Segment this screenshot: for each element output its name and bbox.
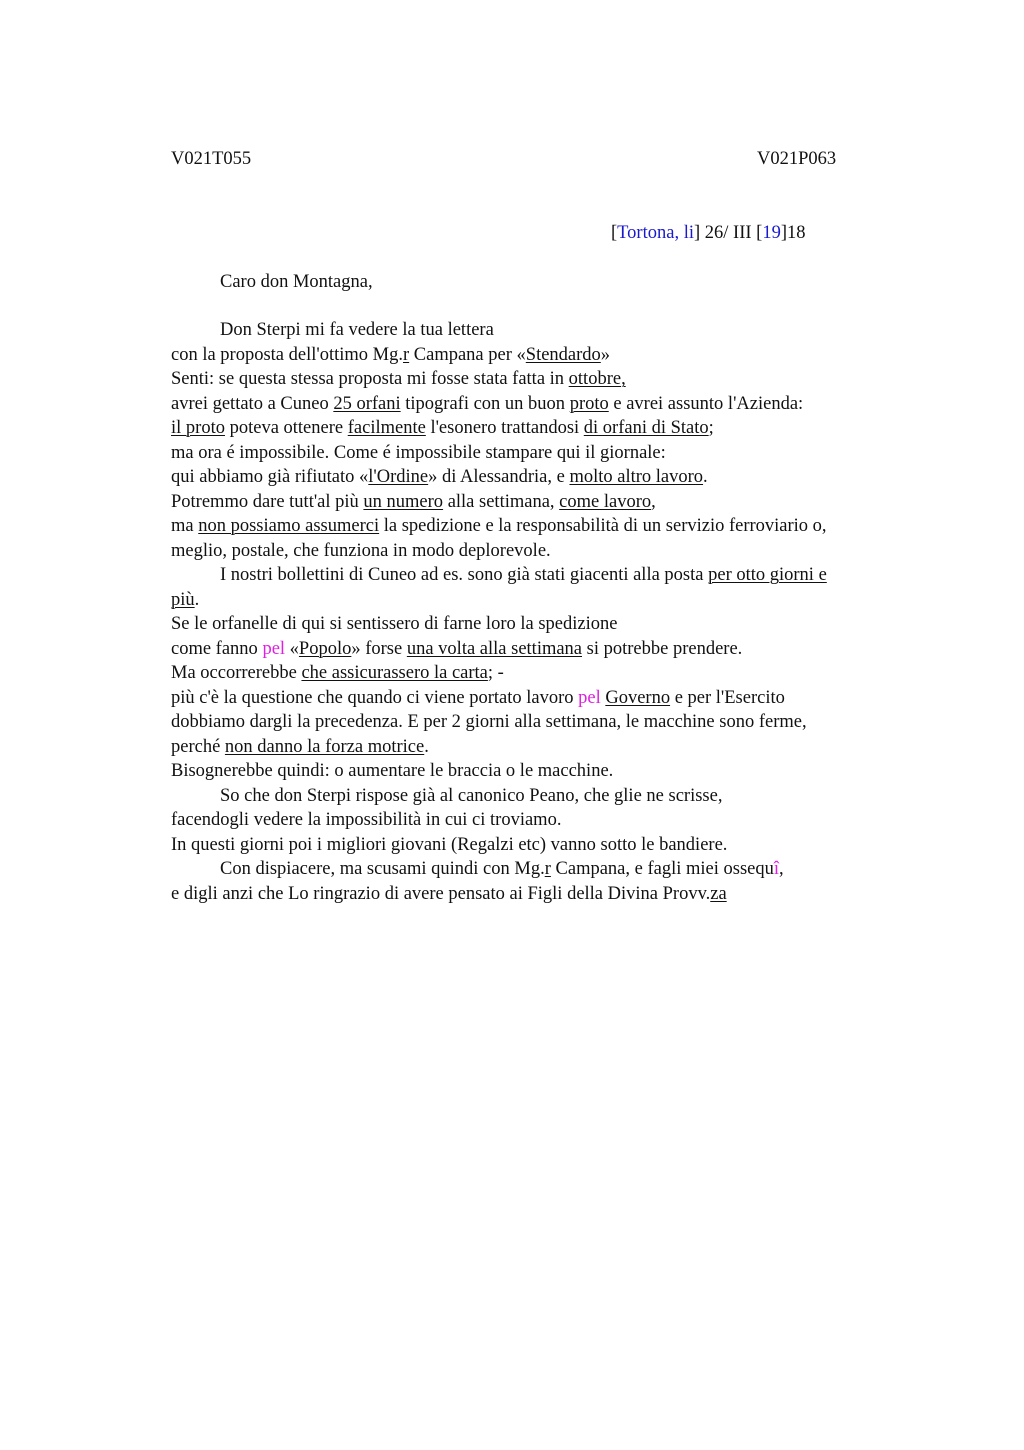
letter-line — [171, 637, 931, 662]
document-code-left: V021T055 — [171, 149, 252, 169]
underlined-text: Stendardo — [525, 344, 601, 365]
date-day-month: 26/ III — [704, 223, 752, 243]
underlined-text: che assicurassero la carta — [301, 663, 488, 683]
salutation: Caro don Montagna, — [220, 272, 373, 292]
date-century: 19 — [762, 223, 781, 243]
underlined-text: za — [710, 883, 727, 904]
letter-date: [Tortona, li] 26/ III [19]18 — [611, 223, 806, 243]
line-text: ; - — [487, 663, 504, 683]
underlined-text: molto altro lavoro — [569, 467, 704, 487]
line-text: Don Sterpi mi fa vedere la tua lettera — [220, 320, 494, 340]
line-text: « — [285, 638, 299, 659]
line-text: Potremmo dare tutt'al più — [171, 491, 364, 512]
date-place: Tortona, li — [617, 223, 694, 243]
line-text: come fanno — [171, 638, 263, 659]
line-text: . — [703, 467, 708, 487]
underlined-text: facilmente — [347, 418, 426, 438]
line-text: alla settimana, — [443, 491, 560, 512]
line-text: » di Alessandria, e — [428, 467, 570, 487]
line-text: ma ora é impossibile. Come é impossibile stampare qui il giornale: — [171, 442, 666, 463]
line-text: . — [424, 736, 429, 757]
letter-line — [171, 784, 931, 809]
letter-line — [171, 416, 931, 441]
line-text: . — [194, 589, 200, 610]
underlined-text: una volta alla settimana — [406, 638, 583, 659]
line-text: Bisognerebbe quindi: o aumentare le braccia o le macchine. — [171, 761, 614, 781]
underlined-text: non danno la forza motrice — [224, 736, 425, 757]
underlined-text: più — [171, 589, 195, 610]
line-text: ma — [171, 516, 199, 536]
line-text: , — [651, 491, 656, 512]
line-text: , — [779, 859, 784, 879]
letter-line — [171, 833, 931, 858]
line-text: Con dispiacere, ma scusami quindi con Mg. — [220, 859, 545, 879]
line-text: ; — [708, 418, 714, 438]
letter-line — [171, 588, 931, 613]
letter-line — [171, 318, 931, 343]
letter-body — [171, 318, 931, 906]
letter-line — [171, 735, 931, 760]
underlined-text: come lavoro — [559, 491, 652, 512]
underlined-text: di orfani di Stato — [583, 418, 709, 438]
line-text: e per l'Esercito — [670, 687, 785, 708]
underlined-text: un numero — [363, 491, 444, 512]
line-text: So che don Sterpi rispose già al canonico Peano, che glie ne scrisse, — [220, 785, 723, 806]
line-text: perché — [171, 736, 225, 757]
letter-line — [171, 490, 931, 515]
letter-line — [171, 392, 931, 417]
letter-line — [171, 343, 931, 368]
underlined-text: non possiamo assumerci — [198, 516, 380, 536]
editorial-mark: pel — [262, 638, 286, 659]
line-text: la spedizione e la responsabilità di un servizio ferroviario o, — [379, 516, 827, 536]
line-text: Senti: se questa stessa proposta mi fosse stata fatta in — [171, 369, 569, 389]
letter-line — [171, 808, 931, 833]
letter-line — [171, 367, 931, 392]
line-text: facendogli vedere la impossibilità in cui ci troviamo. — [171, 810, 562, 830]
letter-line — [171, 563, 931, 588]
date-year: 18 — [787, 223, 806, 243]
letter-line — [171, 759, 931, 784]
letter-line — [171, 710, 931, 735]
line-text: Ma occorrerebbe — [171, 663, 302, 683]
underlined-text: ottobre, — [568, 369, 626, 389]
line-text: » — [600, 344, 611, 365]
underlined-text: il proto — [171, 418, 225, 438]
underlined-text: Governo — [605, 687, 671, 708]
editorial-mark: pel — [578, 687, 601, 708]
underlined-text: r — [544, 859, 551, 879]
line-text: si potrebbe prendere. — [582, 638, 743, 659]
letter-line — [171, 612, 931, 637]
underlined-text: r — [402, 344, 410, 365]
line-text: » forse — [351, 638, 407, 659]
line-text: In questi giorni poi i migliori giovani (Regalzi etc) vanno sotto le bandiere. — [171, 834, 728, 855]
line-text: avrei gettato a Cuneo — [171, 393, 334, 414]
line-text: con la proposta dell'ottimo Mg. — [171, 344, 403, 365]
line-text: poteva ottenere — [224, 418, 348, 438]
line-text: più c'è la questione che quando ci viene portato lavoro — [171, 687, 579, 708]
letter-line — [171, 441, 931, 466]
line-text: meglio, postale, che funziona in modo deplorevole. — [171, 540, 551, 561]
letter-line — [171, 882, 931, 907]
line-text: l'esonero trattandosi — [425, 418, 584, 438]
line-text: tipografi con un buon — [400, 393, 570, 414]
editorial-mark: î — [773, 859, 779, 879]
line-text: Campana per « — [409, 344, 526, 365]
letter-line — [171, 539, 931, 564]
line-text: I nostri bollettini di Cuneo ad es. sono già stati giacenti alla posta — [220, 565, 709, 585]
underlined-text: Popolo — [298, 638, 352, 659]
document-code-right: V021P063 — [757, 149, 837, 169]
line-text: e digli anzi che Lo ringrazio di avere pensato ai Figli della Divina Provv. — [171, 883, 711, 904]
line-text: e avrei assunto l'Azienda: — [608, 393, 804, 414]
line-text: Se le orfanelle di qui si sentissero di farne loro la spedizione — [171, 614, 618, 634]
underlined-text: 25 orfani — [333, 393, 401, 414]
underlined-text: per otto giorni e — [708, 565, 827, 585]
letter-line — [171, 465, 931, 490]
letter-line — [171, 857, 931, 882]
underlined-text: l'Ordine — [368, 467, 429, 487]
letter-line — [171, 661, 931, 686]
letter-line — [171, 686, 931, 711]
underlined-text: proto — [569, 393, 609, 414]
line-text: Campana, e fagli miei ossequ — [550, 859, 774, 879]
line-text: dobbiamo dargli la precedenza. E per 2 giorni alla settimana, le macchine sono ferme, — [171, 712, 807, 732]
letter-line — [171, 514, 931, 539]
line-text: qui abbiamo già rifiutato « — [171, 467, 369, 487]
